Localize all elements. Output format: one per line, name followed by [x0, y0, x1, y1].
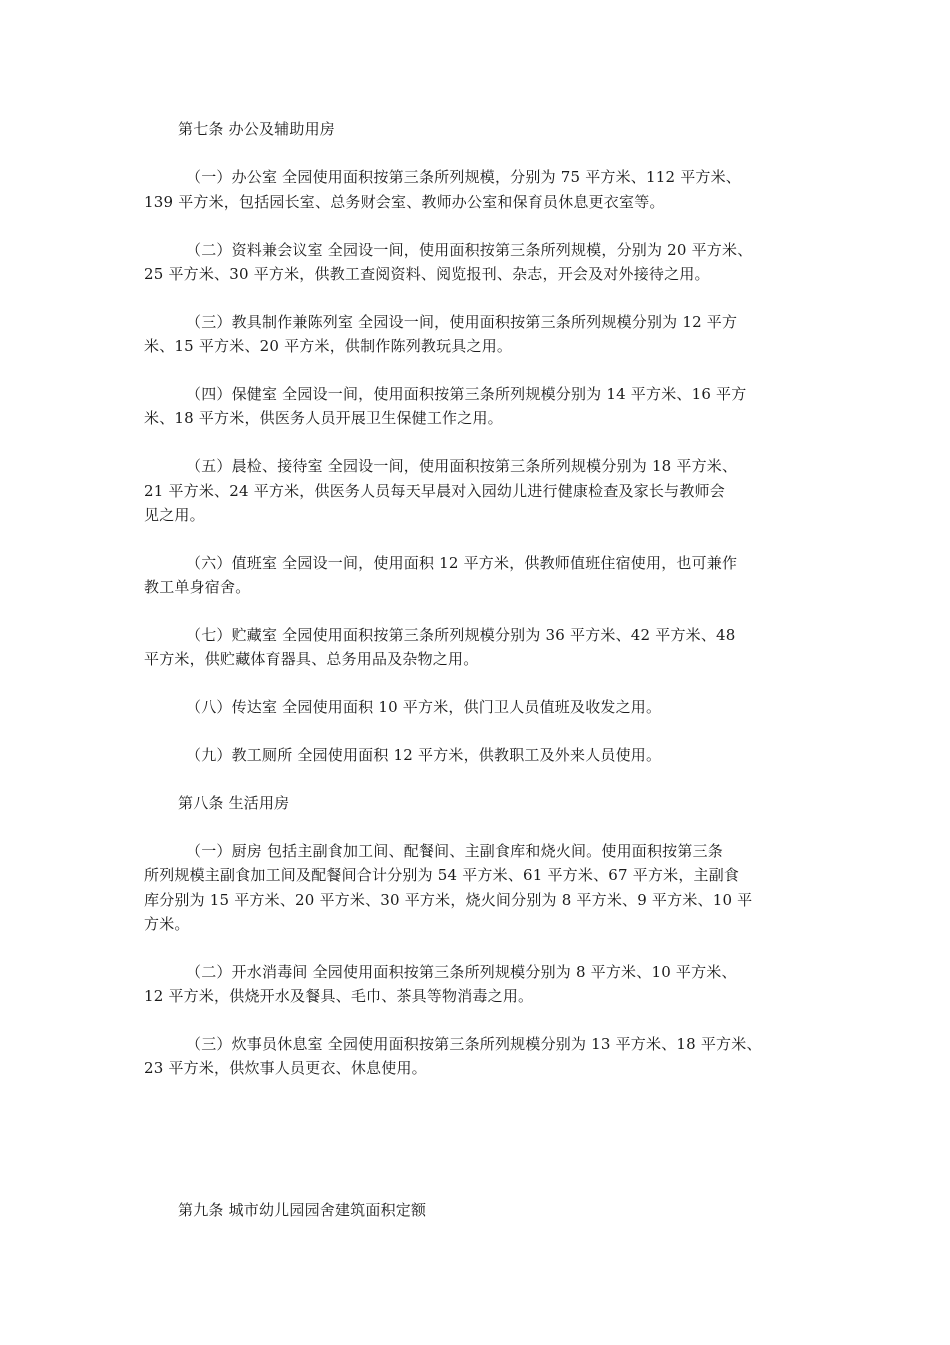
article-8-title: 第八条 生活用房	[178, 794, 290, 812]
article-8-item-1-line-4: 方米。	[144, 915, 190, 933]
article-7-item-2-line-1: （二）资料兼会议室 全园设一间，使用面积按第三条所列规模，分别为 20 平方米、	[186, 241, 753, 259]
article-8-item-3-line-2: 23 平方米，供炊事人员更衣、休息使用。	[144, 1059, 427, 1077]
article-7-item-7-line-2: 平方米，供贮藏体育器具、总务用品及杂物之用。	[144, 650, 479, 668]
article-8-item-3-line-1: （三）炊事员休息室 全园使用面积按第三条所列规模分别为 13 平方米、18 平方米、	[186, 1035, 762, 1053]
article-7-title: 第七条 办公及辅助用房	[178, 120, 335, 138]
article-9-title: 第九条 城市幼儿园园舍建筑面积定额	[178, 1201, 427, 1219]
article-7-item-3-line-1: （三）教具制作兼陈列室 全园设一间，使用面积按第三条所列规模分别为 12 平方	[186, 313, 738, 331]
article-7-item-4-line-2: 米、18 平方米，供医务人员开展卫生保健工作之用。	[144, 409, 503, 427]
article-7-item-5-line-3: 见之用。	[144, 506, 205, 524]
article-7-item-1-line-2: 139 平方米，包括园长室、总务财会室、教师办公室和保育员休息更衣室等。	[144, 193, 665, 211]
article-7-item-2-line-2: 25 平方米、30 平方米，供教工查阅资料、阅览报刊、杂志，开会及对外接待之用。	[144, 265, 710, 283]
article-7-item-6-line-2: 教工单身宿舍。	[144, 578, 251, 596]
article-7-item-6-line-1: （六）值班室 全园设一间，使用面积 12 平方米，供教师值班住宿使用，也可兼作	[186, 554, 738, 572]
article-7-item-1-line-1: （一）办公室 全园使用面积按第三条所列规模，分别为 75 平方米、112 平方米、	[186, 168, 741, 186]
article-7-item-8-line-1: （八）传达室 全园使用面积 10 平方米，供门卫人员值班及收发之用。	[186, 698, 662, 716]
article-8-item-2-line-1: （二）开水消毒间 全园使用面积按第三条所列规模分别为 8 平方米、10 平方米、	[186, 963, 737, 981]
article-8-item-1-line-2: 所列规模主副食加工间及配餐间合计分别为 54 平方米、61 平方米、67 平方米，主副食	[144, 866, 740, 884]
article-8-item-1-line-3: 库分别为 15 平方米、20 平方米、30 平方米，烧火间分别为 8 平方米、9 平方米、10 平	[144, 891, 753, 909]
article-7-item-5-line-1: （五）晨检、接待室 全园设一间，使用面积按第三条所列规模分别为 18 平方米、	[186, 457, 738, 475]
article-7-item-5-line-2: 21 平方米、24 平方米，供医务人员每天早晨对入园幼儿进行健康检查及家长与教师会	[144, 482, 725, 500]
article-7-item-7-line-1: （七）贮藏室 全园使用面积按第三条所列规模分别为 36 平方米、42 平方米、48	[186, 626, 736, 644]
article-8-item-2-line-2: 12 平方米，供烧开水及餐具、毛巾、茶具等物消毒之用。	[144, 987, 534, 1005]
article-7-item-9-line-1: （九）教工厕所 全园使用面积 12 平方米，供教职工及外来人员使用。	[186, 746, 662, 764]
article-7-item-3-line-2: 米、15 平方米、20 平方米，供制作陈列教玩具之用。	[144, 337, 513, 355]
article-8-item-1-line-1: （一）厨房 包括主副食加工间、配餐间、主副食库和烧火间。使用面积按第三条	[186, 842, 723, 860]
article-7-item-4-line-1: （四）保健室 全园设一间，使用面积按第三条所列规模分别为 14 平方米、16 平方	[186, 385, 747, 403]
